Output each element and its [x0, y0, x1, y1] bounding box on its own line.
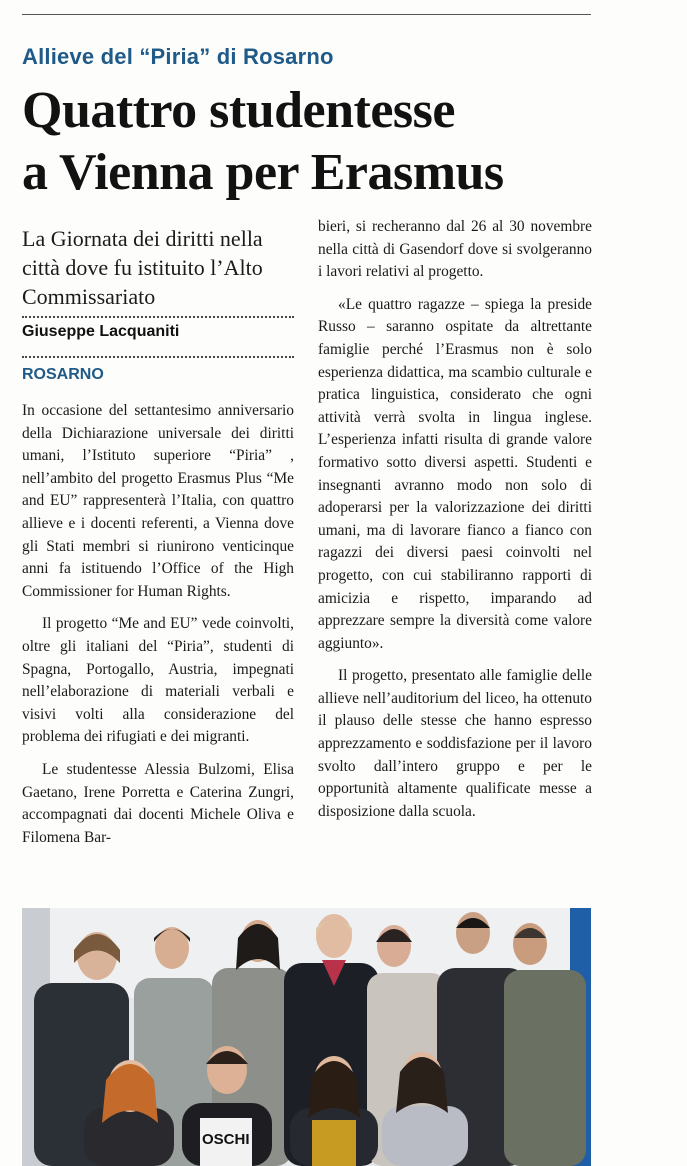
dotted-divider-top [22, 316, 294, 318]
article-headline [22, 80, 602, 204]
dateline: ROSARNO [22, 366, 104, 383]
paragraph: Il progetto “Me and EU” vede coinvolti, oltre gli italiani del “Piria”, studenti di Spagna, Portogallo, Austria, impegnati nell’elaborazione di materiali verbali e visivi volti alla considerazione del problema dei rifugiati e dei migranti. [22, 615, 294, 746]
text-column-right [318, 216, 592, 823]
headline-line-2: a Vienna per Erasmus [22, 144, 504, 201]
author-byline: Giuseppe Lacquaniti [22, 323, 180, 340]
text-column-left [22, 400, 294, 849]
dotted-divider-bottom [22, 356, 294, 358]
group-photo-illustration [22, 908, 591, 1166]
top-rule [22, 14, 591, 15]
paragraph: bieri, si recheranno dal 26 al 30 novembre nella città di Gasendorf dove si svolgeranno i lavori relativi al progetto. [318, 218, 592, 281]
paragraph: In occasione del settantesimo anniversario della Dichiarazione universale dei diritti umani, l’Istituto superiore “Piria” , nell’ambito del progetto Erasmus Plus “Me and EU” rappresenterà l’Italia, con quattro allieve e i docenti referenti, a Vienna dove gli Stati membri si riunirono venticinque anni fa istituendo l’Office of the High Commissioner for Human Rights. [22, 402, 294, 600]
group-photo [22, 908, 591, 1166]
headline-line-1: Quattro studentesse [22, 82, 455, 139]
paragraph: Le studentesse Alessia Bulzomi, Elisa Gaetano, Irene Porretta e Caterina Zungri, accompagnati dai docenti Michele Oliva e Filomena Bar- [22, 760, 294, 846]
article-deck: La Giornata dei diritti nella città dove fu istituito l’Alto Commissariato [22, 226, 263, 309]
article-kicker: Allieve del “Piria” di Rosarno [22, 44, 334, 69]
shirt-text: OSCHI [202, 1131, 250, 1148]
paragraph: Il progetto, presentato alle famiglie delle allieve nell’auditorium del liceo, ha ottenuto il plauso delle stesse che hanno espresso apprezzamento e soddisfazione per il lavoro svolto dall’intero gruppo e per le opportunità altamente qualificate messe a disposizione dalla scuola. [318, 667, 592, 820]
paragraph: «Le quattro ragazze – spiega la preside Russo – saranno ospitate da altrettante famiglie perché l’Erasmus non è solo esperienza didattica, ma scambio culturale e pratica linguistica, considerato che ogni attività verrà svolta in lingua inglese. L’esperienza infatti risulta di grande valore formativo sotto diversi aspetti. Studenti e insegnanti avranno modo non solo di adoperarsi per la valorizzazione dei diritti umani, ma di lavorare fianco a fianco con ragazzi dei diversi paesi coinvolti nel progetto, con cui stabiliranno rapporti di amicizia e rispetto, imparando ad apprezzare sempre la diversità come valore aggiunto». [318, 295, 592, 652]
